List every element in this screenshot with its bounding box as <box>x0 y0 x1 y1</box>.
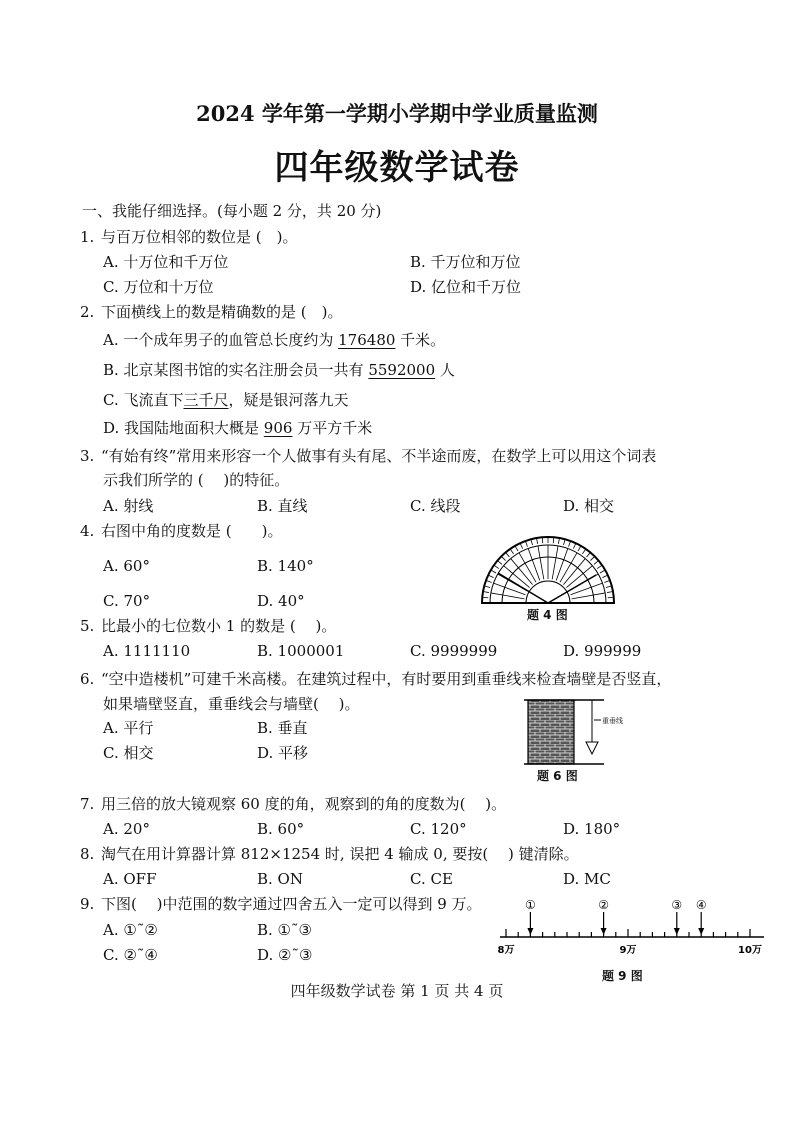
number-line-arrowhead <box>527 928 533 935</box>
option-d: D. 999999 <box>563 642 642 660</box>
option-a: A. 1111110 <box>103 642 191 660</box>
section-heading: 一、我能仔细选择。(每小题 2 分，共 20 分) <box>82 202 382 220</box>
underlined-number: 906 <box>263 419 293 437</box>
question-text: 下图( )中范围的数字通过四舍五入一定可以得到 9 万。 <box>101 895 482 913</box>
underlined-number: 三千尺 <box>183 391 229 409</box>
question-text: 比最小的七位数小 1 的数是 ( )。 <box>101 617 337 635</box>
figure-caption: 题 6 图 <box>537 769 578 783</box>
option-a: A. 60° <box>103 557 150 575</box>
number-line-marker-label: ③ <box>671 898 683 912</box>
option-b: B. 千万位和万位 <box>410 253 521 271</box>
question-number: 6. <box>80 670 95 688</box>
option-d: D. 40° <box>257 592 305 610</box>
option-a: A. 射线 <box>103 497 154 515</box>
protractor-minor-tick <box>542 537 543 543</box>
number-line-label: 9万 <box>619 945 637 956</box>
number-line-marker <box>671 898 682 935</box>
page-footer: 四年级数学试卷 第 1 页 共 4 页 <box>290 982 504 1000</box>
number-line-marker <box>525 898 536 935</box>
option-b: B. 1000001 <box>257 642 345 660</box>
number-line-arrowhead <box>698 928 704 935</box>
option-c: C. 飞流直下三千尺，疑是银河落九天 <box>103 391 349 409</box>
option-a: A. 一个成年男子的血管总长度约为 176480 千米。 <box>103 331 446 349</box>
wall-plumb-figure <box>522 696 626 768</box>
protractor-minor-tick <box>608 597 614 598</box>
number-line-marker-label: ① <box>525 898 536 912</box>
exam-subtitle: 四年级数学试卷 <box>274 148 520 188</box>
option-d: D. 亿位和千万位 <box>410 278 522 296</box>
protractor-figure <box>478 529 618 607</box>
option-a: A. 平行 <box>103 719 154 737</box>
option-c: C. CE <box>410 870 453 888</box>
question-text: “空中造楼机”可建千米高楼。在建筑过程中，有时要用到重垂线来检查墙壁是否竖直， <box>101 670 672 688</box>
number-line-figure <box>492 895 772 965</box>
option-c: C. 万位和十万位 <box>103 278 214 296</box>
plumb-line-label: 重垂线 <box>602 717 623 725</box>
number-line-arrowhead <box>674 928 680 935</box>
question-text-cont: 如果墙壁竖直，重垂线会与墙壁( )。 <box>103 695 360 713</box>
question-number: 1. <box>80 228 95 246</box>
option-a: A. ①˜② <box>103 921 158 939</box>
number-line-marker-label: ② <box>598 898 609 912</box>
question-text: 用三倍的放大镜观察 60 度的角，观察到的角的度数为( )。 <box>101 795 507 813</box>
question-number: 9. <box>80 895 95 913</box>
option-b: B. 垂直 <box>257 719 308 737</box>
option-a: A. 十万位和千万位 <box>103 253 229 271</box>
question-text: 右图中角的度数是 ( )。 <box>101 522 283 540</box>
question-number: 2. <box>80 303 95 321</box>
option-b: B. ON <box>257 870 303 888</box>
question-number: 3. <box>80 447 95 465</box>
option-a: A. OFF <box>103 870 157 888</box>
question-text: 与百万位相邻的数位是 ( )。 <box>101 228 298 246</box>
underlined-number: 176480 <box>338 331 396 349</box>
question-number: 7. <box>80 795 95 813</box>
option-d: D. ②˜③ <box>257 946 313 964</box>
number-line-marker <box>598 898 609 935</box>
figure-caption: 题 9 图 <box>602 969 643 983</box>
question-text: “有始有终”常用来形容一个人做事有头有尾、不半途而废，在数学上可以用这个词表 <box>101 447 657 465</box>
figure-caption: 题 4 图 <box>527 608 568 622</box>
option-a: A. 20° <box>103 820 150 838</box>
option-c: C. ②˜④ <box>103 946 158 964</box>
option-b: B. 北京某图书馆的实名注册会员一共有 5592000 人 <box>103 361 455 379</box>
option-c: C. 70° <box>103 592 151 610</box>
question-number: 4. <box>80 522 95 540</box>
number-line-label: 10万 <box>738 945 762 956</box>
option-d: D. 我国陆地面积大概是 906 万平方千米 <box>103 419 373 437</box>
option-c: C. 线段 <box>410 497 461 515</box>
option-c: C. 相交 <box>103 744 154 762</box>
option-d: D. 相交 <box>563 497 615 515</box>
option-d: D. 平移 <box>257 744 309 762</box>
option-d: D. 180° <box>563 820 621 838</box>
option-b: B. ①˜③ <box>257 921 312 939</box>
option-c: C. 9999999 <box>410 642 498 660</box>
exam-title: 2024 学年第一学期小学期中学业质量监测 <box>196 101 598 126</box>
question-text-cont: 示我们所学的 ( )的特征。 <box>103 471 290 489</box>
option-d: D. MC <box>563 870 611 888</box>
option-b: B. 140° <box>257 557 314 575</box>
underlined-number: 5592000 <box>368 361 436 379</box>
number-line-arrowhead <box>601 928 607 935</box>
question-number: 8. <box>80 845 95 863</box>
question-number: 5. <box>80 617 95 635</box>
option-b: B. 直线 <box>257 497 308 515</box>
option-b: B. 60° <box>257 820 305 838</box>
number-line-marker <box>696 898 707 935</box>
number-line-marker-label: ④ <box>695 898 707 912</box>
question-text: 淘气在用计算器计算 812×1254 时, 误把 4 输成 0, 要按( ) 键清除。 <box>101 845 579 863</box>
number-line-label: 8万 <box>497 945 515 956</box>
protractor-minor-tick <box>553 537 554 543</box>
protractor-minor-tick <box>482 597 488 598</box>
question-text: 下面横线上的数是精确数的是 ( )。 <box>101 303 343 321</box>
option-c: C. 120° <box>410 820 467 838</box>
